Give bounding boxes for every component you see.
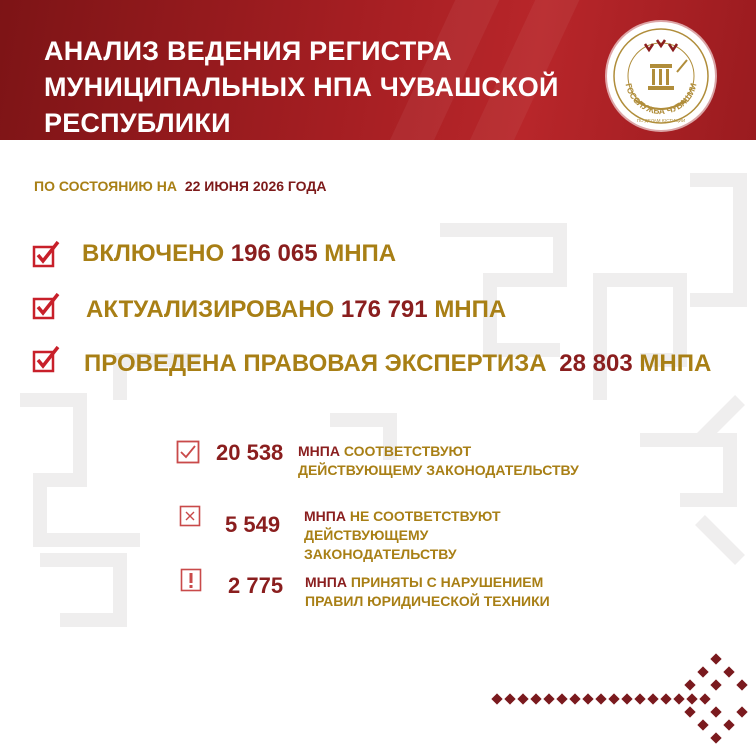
ornament-diamond [517,693,528,704]
ornament-diamond [723,666,734,677]
stat-label: ВКЛЮЧЕНО [82,240,225,267]
ornament-diamond [736,679,747,690]
logo-text: ГОССЛУЖБА ЧУВАШИИ [623,82,699,117]
stat-value: 28 803 [559,350,633,377]
ornament-diamond [504,693,515,704]
ornament-diamond [710,732,721,743]
stat-value: 196 065 [230,240,318,267]
detail-highlight: МНПА [304,508,346,524]
detail-value-noncompliant: 5 549 [225,512,281,537]
ornament-diamond [491,693,502,704]
ornament-diamond [647,693,658,704]
detail-highlight: МНПА [305,574,347,590]
ornament-diamond [710,653,721,664]
detail-value-compliant: 20 538 [216,440,284,465]
ornament-diamond [697,719,708,730]
ornament-diamond [710,706,721,717]
ornament-diamond [723,719,734,730]
detail-value-violation: 2 775 [228,573,284,598]
ornament-diamond [684,679,695,690]
ornament-diamond [530,693,541,704]
date-value: 22 ИЮНЯ 2026 ГОДА [184,178,327,194]
ornament-diamond [621,693,632,704]
logo-subtext: ПО ДЕЛАМ ЮСТИЦИИ [636,118,686,123]
ornament-diamond [595,693,606,704]
ornament-diamond [634,693,645,704]
ornament-diamond [686,693,697,704]
detail-line: ЗАКОНОДАТЕЛЬСТВУ [304,546,457,562]
detail-line: ДЕЙСТВУЮЩЕМУ [304,527,429,543]
ornament-diamond [736,706,747,717]
ornament-diamond [569,693,580,704]
stat-unit: МНПА [324,240,397,267]
ornament-diamond [660,693,671,704]
stat-unit: МНПА [434,296,507,323]
stat-unit: МНПА [639,350,712,377]
ornament-diamond [556,693,567,704]
ornament-diamond [710,679,721,690]
date-label: ПО СОСТОЯНИЮ НА [34,178,177,194]
ornament-diamond [697,666,708,677]
stat-label: ПРОВЕДЕНА ПРАВОВАЯ ЭКСПЕРТИЗА [84,350,547,377]
title-line-3: РЕСПУБЛИКИ [44,108,231,138]
ornament-diamond [582,693,593,704]
detail-line: ДЕЙСТВУЮЩЕМУ ЗАКОНОДАТЕЛЬСТВУ [298,462,579,478]
detail-highlight: МНПА [298,443,340,459]
detail-line: СООТВЕТСТВУЮТ [343,443,472,459]
ornament-diamond [699,693,710,704]
stat-label: АКТУАЛИЗИРОВАНО [86,296,335,323]
stat-value: 176 791 [340,296,428,323]
ornament-diamond [673,693,684,704]
title-line-2: МУНИЦИПАЛЬНЫХ НПА ЧУВАШСКОЙ [44,72,559,102]
title-line-1: АНАЛИЗ ВЕДЕНИЯ РЕГИСТРА [44,36,452,66]
detail-line: ПРИНЯТЫ С НАРУШЕНИЕМ [350,574,544,590]
detail-line: ПРАВИЛ ЮРИДИЧЕСКОЙ ТЕХНИКИ [305,593,550,609]
ornament-diamond [543,693,554,704]
detail-line: НЕ СООТВЕТСТВУЮТ [349,508,501,524]
ornament-diamond [684,706,695,717]
ornament-diamond [608,693,619,704]
